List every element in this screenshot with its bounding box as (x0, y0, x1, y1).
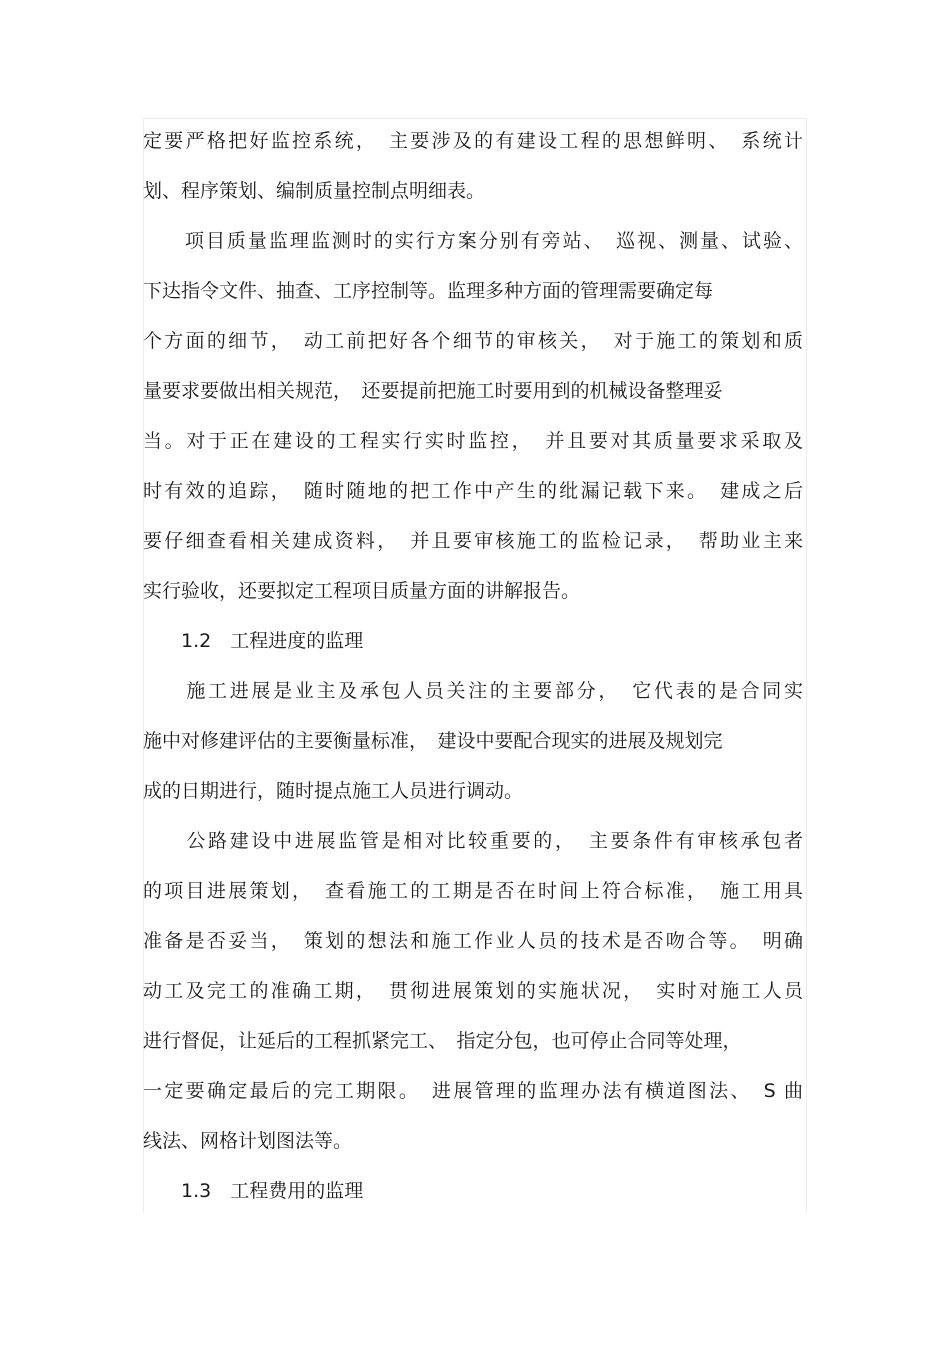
text-line: 施工进展是业主及承包人员关注的主要部分， 它代表的是合同实 (143, 680, 803, 702)
text-line: 一定要确定最后的完工期限。 进展管理的监理办法有横道图法、 S 曲 (143, 1080, 803, 1102)
text-line: 个方面的细节， 动工前把好各个细节的审核关， 对于施工的策划和质 (143, 330, 803, 352)
text-line: 当。对于正在建设的工程实行实时监控， 并且要对其质量要求采取及 (143, 430, 803, 452)
text-line: 施中对修建评估的主要衡量标准， 建设中要配合现实的进展及规划完 (143, 730, 723, 752)
text-line: 动工及完工的准确工期， 贯彻进展策划的实施状况， 实时对施工人员 (143, 980, 803, 1002)
section-heading: 1.2 工程进度的监理 (143, 630, 364, 652)
text-line: 实行验收，还要拟定工程项目质量方面的讲解报告。 (143, 580, 581, 602)
text-line: 进行督促，让延后的工程抓紧完工、 指定分包，也可停止合同等处理， (143, 1030, 742, 1052)
text-line: 量要求要做出相关规范， 还要提前把施工时要用到的机械设备整理妥 (143, 380, 723, 402)
text-line: 要仔细查看相关建成资料， 并且要审核施工的监检记录， 帮助业主来 (143, 530, 803, 552)
text-line: 时有效的追踪， 随时随地的把工作中产生的纰漏记载下来。 建成之后 (143, 480, 803, 502)
section-heading: 1.3 工程费用的监理 (143, 1180, 364, 1202)
text-line: 项目质量监理监测时的实行方案分别有旁站、 巡视、测量、试验、 (143, 230, 803, 252)
text-line: 下达指令文件、抽查、工序控制等。监理多种方面的管理需要确定每 (143, 280, 714, 302)
text-line: 的项目进展策划， 查看施工的工期是否在时间上符合标准， 施工用具 (143, 880, 803, 902)
text-line: 成的日期进行，随时提点施工人员进行调动。 (143, 780, 524, 802)
text-line: 定要严格把好监控系统， 主要涉及的有建设工程的思想鲜明、 系统计 (143, 130, 803, 152)
text-line: 线法、网格计划图法等。 (143, 1130, 353, 1152)
text-line: 公路建设中进展监管是相对比较重要的， 主要条件有审核承包者 (143, 830, 803, 852)
text-line: 准备是否妥当， 策划的想法和施工作业人员的技术是否吻合等。 明确 (143, 930, 803, 952)
text-line: 划、程序策划、编制质量控制点明细表。 (143, 180, 486, 202)
